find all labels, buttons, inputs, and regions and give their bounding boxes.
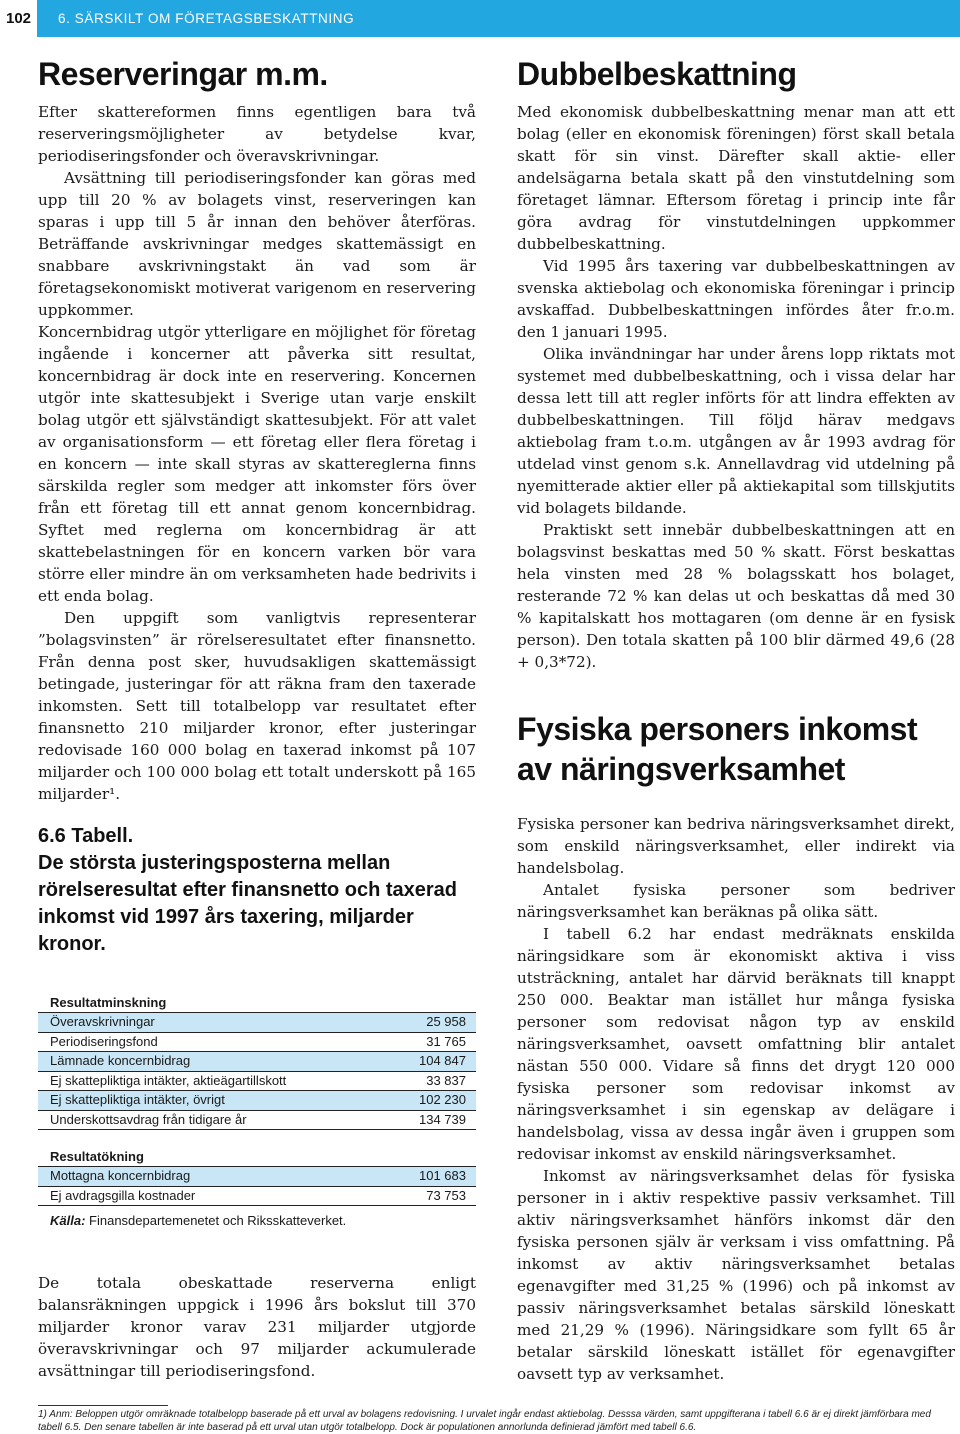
paragraph: Fysiska personer kan bedriva näringsverksamhet direkt, som enskild näringsverksamhet, eller indirekt via handelsbolag.	[517, 815, 955, 877]
table-row: Ej skattepliktiga intäkter, övrigt 102 230	[38, 1091, 476, 1111]
left-column	[38, 55, 476, 1382]
table-source: Källa: Finansdepartemenetet och Riksskatteverket.	[50, 1213, 347, 1228]
paragraph: De totala obeskattade reserverna enligt balansräkningen uppgick i 1996 års bokslut till 370 miljarder kronor varav 231 miljarder utgjorde överavskrivningar och 97 miljarder ackumulerade avsättningar till periodiseringsfond.	[38, 1274, 476, 1380]
table-row: Ej avdragsgilla kostnader 73 753	[38, 1187, 476, 1207]
chapter-title: 6. SÄRSKILT OM FÖRETAGSBESKATTNING	[58, 11, 355, 26]
table-row: Mottagna koncernbidrag 101 683	[38, 1167, 476, 1187]
footnote-rule	[38, 1405, 168, 1406]
right-column	[517, 55, 955, 1385]
table-title: De största justeringsposterna mellan rörelseresultat efter finansnetto och taxerad inkomst vid 1997 års taxering, miljarder kronor.	[38, 852, 458, 955]
table-caption	[38, 823, 476, 958]
paragraph: Med ekonomisk dubbelbeskattning menar man att ett bolag (eller en ekonomisk föreningen) först skall betala skatt för sin vinst. Därefter skall aktie- eller andelsägarna betala skatt på den vinstutdelning som företaget lämnar. Eftersom företag i princip inte får göra avdrag för vinstutdelningen uppkommer dubbelbeskattning.	[517, 103, 955, 253]
table-row: Lämnade koncernbidrag 104 847	[38, 1052, 476, 1072]
paragraph: Den uppgift som vanligtvis representerar ”bolagsvinsten” är rörelseresultatet efter finansnetto. Från denna post sker, huvudsakligen skattemässigt betingade, justeringar för att räkna fram den taxerade inkomsten. Sett till totalbelopp var resultatet efter finansnetto 210 miljarder kronor, efter justeringar redovisade 160 000 bolag en taxerad inkomst på 107 miljarder och 100 000 bolag ett totalt underskott på 165 miljarder¹.	[38, 609, 476, 803]
table-row: Underskottsavdrag från tidigare år 134 739	[38, 1111, 476, 1131]
table-row: Ej skattepliktiga intäkter, aktieägartillskott 33 837	[38, 1072, 476, 1092]
paragraph: Efter skattereformen finns egentligen bara två reserveringsmöjligheter av betydelse kvar, periodiseringsfonder och överavskrivningar.	[38, 103, 476, 165]
table-group-heading: Resultatökning	[38, 1148, 476, 1167]
paragraph: Avsättning till periodiseringsfonder kan göras med upp till 20 % av bolagets vinst, reserveringen kan sparas i upp till 5 år innan den behöver återföras. Beträffande avskrivningar medges skattemässigt en snabbare avskrivningstakt än vad som är företagsekonomiskt motiverat varigenom en reservering uppkommer.	[38, 169, 476, 319]
page-number: 102	[0, 0, 37, 37]
paragraph: Antalet fysiska personer som bedriver näringsverksamhet kan beräknas på olika sätt.	[517, 881, 955, 921]
footnote: 1) Anm: Beloppen utgör omräknade totalbelopp baserade på ett urval av bolagens redovisning. I urvalet ingår endast aktiebolag. Desssa värden, samt uppgifterana i tabell 6.6 är ej direkt jämförbara med tabell 6.5. Den senare tabellen är inte baserad på ett urval utan utgör totalbelopp. Dock är populationen annorlunda definierad jämfört med tabell 6.6.	[38, 1409, 931, 1433]
section-heading-fysiska-personer: Fysiska personers inkomst av näringsverksamhet	[517, 711, 918, 787]
table-row: Överavskrivningar 25 958	[38, 1013, 476, 1033]
table-spacer	[38, 1130, 476, 1148]
paragraph: Praktiskt sett innebär dubbelbeskattningen att en bolagsvinst beskattas med 50 % skatt. Först beskattas hela vinsten med 28 % bolagsskatt hos bolaget, resterande 72 % kan delas ut och beskattas då med 30 % kapitalskatt hos mottagaren (om denne är en fysisk person). Den totala skatten på 100 blir därmed 49,6 (28 + 0,3*72).	[517, 521, 955, 671]
table-group-heading: Resultatminskning	[38, 994, 476, 1013]
table-number: 6.6 Tabell.	[38, 825, 134, 847]
paragraph: I tabell 6.2 har endast medräknats enskilda näringsidkare som är ekonomiskt aktiva i viss utsträckning, antalet har därvid beräknats till knappt 250 000. Beaktar man istället hur många fysiska personer som redovisat någon typ av enskild näringsverksamhet, oavsett omfattning blir antalet nästan 550 000. Vidare så finns det drygt 120 000 fysiska personer som redovisar inkomst av näringsverksamhet i sin egenskap av delägare i handelsbolag, vissa av dessa ingår även i gruppen som redovisar inkomst av enskild näringsverksamhet.	[517, 925, 955, 1163]
adjustments-table	[38, 994, 476, 1230]
paragraph: Inkomst av näringsverksamhet delas för fysiska personer in i aktiv respektive passiv verksamhet. Till aktiv näringsverksamhet hänförs inkomst där den fysiska personen själv är verksam i viss omfattning. På inkomst av aktiv näringsverksamhet betalas egenavgifter med 31,25 % (1996) och på inkomst av passiv näringsverksamhet betalas särskild löneskatt med 21,29 % (1996). Näringsidkare som fyllt 65 år betalar särskild löneskatt istället för egenavgifter oavsett typ av verksamhet.	[517, 1167, 955, 1383]
section-heading-reserveringar: Reserveringar m.m.	[38, 56, 328, 92]
paragraph: Olika invändningar har under årens lopp riktats mot systemet med dubbelbeskattning, och i vissa delar har dessa lett till att regler införts för att lindra effekten av dubbelbeskattningen. Till följd härav medgavs aktiebolag fram t.o.m. utgången av år 1993 avdrag för utdelad vinst genom s.k. Annellavdrag vid utdelning på nyemitterade aktier eller på aktiekapital som tillskjutits vid bolagets bildande.	[517, 345, 955, 517]
table-row: Periodiseringsfond 31 765	[38, 1033, 476, 1053]
section-heading-dubbelbeskattning: Dubbelbeskattning	[517, 56, 797, 92]
paragraph: Vid 1995 års taxering var dubbelbeskattningen av svenska aktiebolag och ekonomiska föreningar i princip avskaffad. Dubbelbeskattningen infördes åter fr.o.m. den 1 januari 1995.	[517, 257, 955, 341]
paragraph: Koncernbidrag utgör ytterligare en möjlighet för företag ingående i koncerner att påverka sitt resultat, koncernbidrag är dock inte en reservering. Koncernen utgör inte skattesubjekt i Sverige utan varje enskilt bolag utgör ett självständigt skattesubjekt. För att valet av organisationsform — ett företag eller flera företag i en koncern — inte skall styras av skattereglerna finns särskilda regler som medger att inkomster förs över från ett företag till ett annat genom koncernbidrag. Syftet med reglerna om koncernbidrag är att skattebelastningen för en koncern varken bör vara större eller mindre än om verksamheten hade bedrivits i ett enda bolag.	[38, 323, 476, 605]
